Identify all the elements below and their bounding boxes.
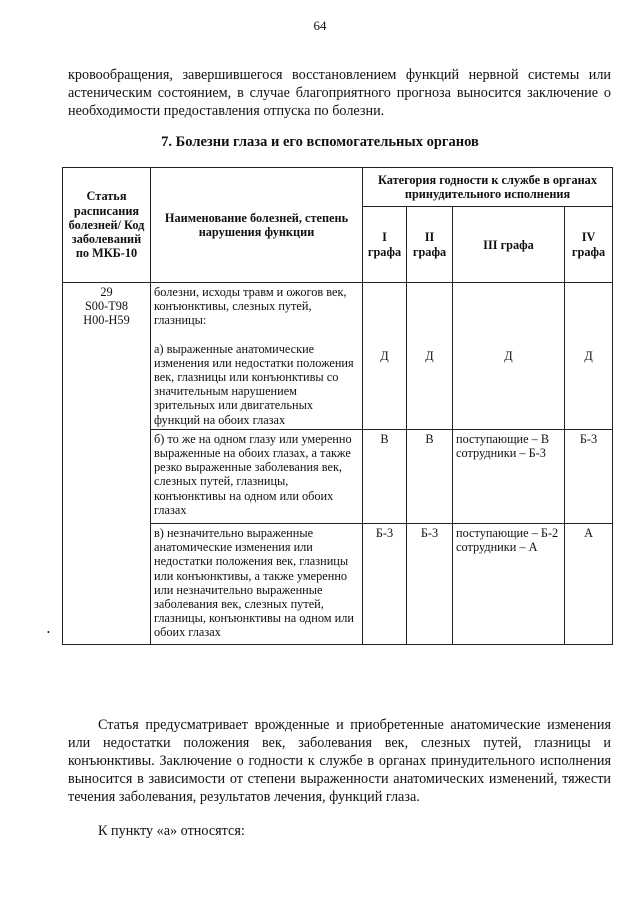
header-article: Статья расписания болезней/ Код заболеваний по МКБ-10 [63, 168, 151, 283]
header-col4: IV графа [565, 207, 613, 283]
row-a-col4: Д [565, 283, 613, 430]
row-c-col3-staff: сотрудники – А [456, 540, 538, 555]
row-c-col3 [453, 524, 565, 645]
row-c-label: в) незначительно выраженные анатомические изменения или недостатки положения век, глазницы или конъюнктивы, а также умеренно или незначительно выраженные заболевания век, слезных путей, глазницы, конъюнктивы на одном или обоих глазах [151, 524, 363, 645]
row-b-col3-staff: сотрудники – Б-3 [456, 446, 546, 461]
row-a-col1: Д [363, 283, 407, 430]
header-category: Категория годности к службе в органах принудительного исполнения [363, 168, 613, 207]
header-col1: I графа [363, 207, 407, 283]
table-row [63, 283, 613, 430]
row-b-col3-entrants: поступающие – В [456, 431, 550, 446]
article-cell [63, 283, 151, 645]
outro-paragraph: Статья предусматривает врожденные и приобретенные анатомические изменения или недостатки положения век, заболевания век, слезных путей, глазницы и конъюнктивы. Заключение о годности к службе в органах принудительного исполнения выносится в зависимости от степени выраженности анатомических изменений, тяжести течения заболевания, результатов лечения, функций глаза. [68, 717, 611, 805]
row-b-col4: Б-3 [565, 429, 613, 523]
article-code-2: H00-H59 [83, 313, 130, 328]
row-c-col3-entrants: поступающие – Б-2 [456, 526, 559, 541]
row-a-col2: Д [407, 283, 453, 430]
intro-paragraph: кровообращения, завершившегося восстановлением функций нервной системы или астеническим состоянием, в случае благоприятного прогноза выносится заключение о необходимости предоставления отпуска по болезни. [68, 67, 611, 119]
row-a-name [151, 283, 363, 430]
row-a-label: а) выраженные анатомические изменения или недостатки положения век, глазницы или конъюнктивы со значительным нарушением зрительных или двигательных функций на обоих глазах [154, 341, 354, 427]
point-a-intro: К пункту «а» относятся: [98, 823, 245, 839]
header-name: Наименование болезней, степень нарушения функции [151, 168, 363, 283]
row-c-col4: А [565, 524, 613, 645]
header-col2: II графа [407, 207, 453, 283]
row-c-col1: Б-3 [363, 524, 407, 645]
stray-mark: • [47, 628, 50, 637]
section-intro-text: болезни, исходы травм и ожогов век, конъюнктивы, слезных путей, глазницы: [154, 285, 347, 328]
row-b-col3 [453, 429, 565, 523]
article-code-1: S00-T98 [84, 299, 129, 314]
disease-table [62, 167, 613, 645]
row-b-label: б) то же на одном глазу или умеренно выраженные на обоих глазах, а также резко выраженные заболевания век, слезных путей, глазницы, конъюнктивы на одном или обоих глазах [151, 429, 363, 523]
row-c-col2: Б-3 [407, 524, 453, 645]
row-b-col1: В [363, 429, 407, 523]
article-number: 29 [100, 285, 113, 299]
header-col3: III графа [453, 207, 565, 283]
row-b-col2: В [407, 429, 453, 523]
page-number: 64 [313, 18, 327, 33]
section-title: 7. Болезни глаза и его вспомогательных органов [161, 134, 479, 150]
row-a-col3: Д [453, 283, 565, 430]
